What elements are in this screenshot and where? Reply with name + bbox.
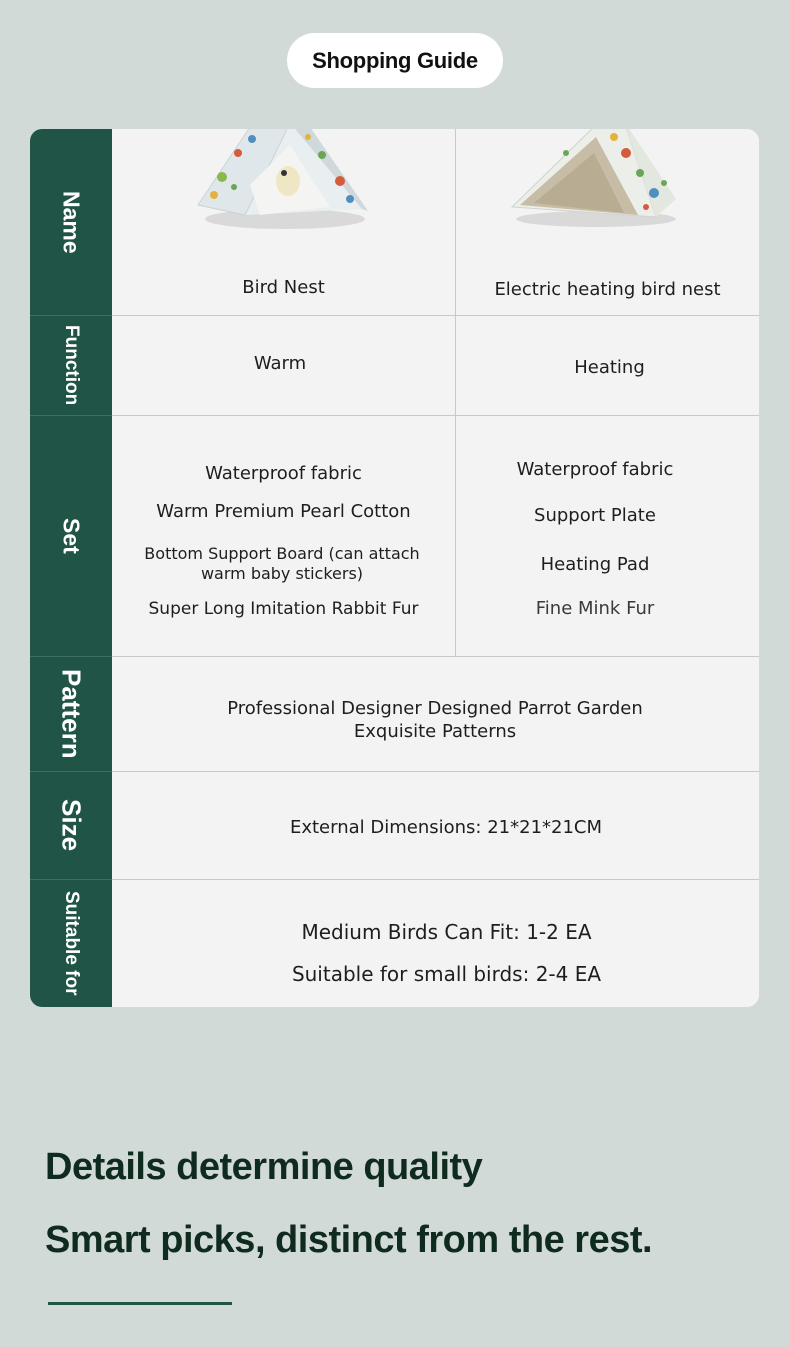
heated-bird-nest-image <box>506 129 686 231</box>
headline-smart-picks: Smart picks, distinct from the rest. <box>45 1219 653 1261</box>
comparison-table <box>30 129 759 1007</box>
set-item: Super Long Imitation Rabbit Fur <box>148 599 419 619</box>
suitable-item: Suitable for small birds: 2-4 EA <box>291 962 602 986</box>
row-label-function: Function <box>61 325 82 406</box>
decorative-underline <box>48 1302 232 1305</box>
row-divider <box>112 415 759 416</box>
sidebar-divider <box>30 879 112 880</box>
row-label-suitable: Suitable for <box>61 891 82 996</box>
sidebar-divider <box>30 415 112 416</box>
set-item: Warm Premium Pearl Cotton <box>156 501 411 522</box>
size-text: External Dimensions: 21*21*21CM <box>289 817 603 838</box>
shopping-guide-title: Shopping Guide <box>312 47 478 73</box>
suitable-item: Medium Birds Can Fit: 1-2 EA <box>301 920 592 944</box>
headline-quality: Details determine quality <box>45 1146 483 1188</box>
row-label-size: Size <box>56 799 87 852</box>
product-function: Heating <box>574 357 645 378</box>
sidebar-divider <box>30 315 112 316</box>
row-divider <box>112 771 759 772</box>
row-label-pattern: Pattern <box>56 669 87 759</box>
row-label-column <box>30 129 112 1007</box>
row-divider <box>112 656 759 657</box>
product-name: Electric heating bird nest <box>494 279 721 300</box>
set-item: Waterproof fabric <box>205 463 362 484</box>
set-item: Heating Pad <box>540 554 650 575</box>
product-function: Warm <box>253 353 307 374</box>
bird-nest-image <box>190 129 380 237</box>
set-item: Support Plate <box>534 505 656 526</box>
set-item: Bottom Support Board (can attach warm baby stickers) <box>144 544 420 583</box>
sidebar-divider <box>30 656 112 657</box>
row-label-name: Name <box>58 190 85 254</box>
sidebar-divider <box>30 771 112 772</box>
set-item: Waterproof fabric <box>516 459 674 480</box>
set-item: Fine Mink Fur <box>535 598 655 619</box>
product-name: Bird Nest <box>242 277 325 298</box>
row-divider <box>112 315 759 316</box>
row-label-set: Set <box>58 518 85 554</box>
column-divider <box>455 129 456 656</box>
shopping-guide-badge <box>287 33 503 88</box>
row-divider <box>112 879 759 880</box>
pattern-text: Professional Designer Designed Parrot Garden Exquisite Patterns <box>227 698 643 742</box>
